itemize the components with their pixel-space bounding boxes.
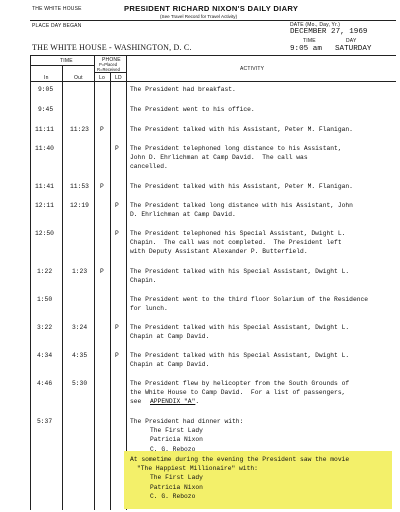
activity-text: The President telephoned his Special Assistant, Dwight L. Chapin. The call was not completed. The President left with Deputy Assistant Alexander P. Butterfield. (130, 230, 346, 256)
time-out: 1:23 (72, 268, 88, 275)
col-lo: Lo (99, 75, 105, 81)
time-in: 12:50 (35, 230, 54, 237)
phone-ld: P (115, 230, 119, 237)
dinner-guest: Patricia Nixon (150, 436, 203, 444)
phone-lo: P (100, 183, 104, 190)
time-in: 9:45 (38, 106, 54, 113)
diary-subtitle: (See Travel Record for Travel Activity) (160, 14, 238, 19)
activity-text: The President had breakfast. (130, 86, 236, 93)
time-in: 1:50 (37, 296, 53, 303)
phone-ld: P (115, 202, 119, 209)
activity-text: The President telephoned long distance to his Assistant, John D. Ehrlichman at Camp David. The call was cancelled. (130, 145, 342, 171)
col-ld: LD (115, 75, 122, 81)
col-phone-sub1: P=Placed (99, 62, 118, 67)
time-in: 11:41 (35, 183, 54, 190)
dinner-guest: The First Lady (150, 427, 203, 435)
movie-line2: "The Happiest Millionaire" with: (137, 465, 258, 473)
time-out: 11:53 (70, 183, 89, 190)
date-label: DATE (Mo., Day, Yr.) (290, 22, 341, 28)
time-in: 9:05 (38, 86, 54, 93)
activity-text: The President talked with his Assistant, Peter M. Flanigan. (130, 183, 353, 190)
place-label: PLACE DAY BEGAN (32, 23, 82, 29)
house-label: THE WHITE HOUSE (32, 6, 82, 12)
activity-text: The President had dinner with: (130, 418, 244, 425)
time-out: 11:23 (70, 126, 89, 133)
time-out: 5:30 (72, 380, 88, 387)
phone-lo: P (100, 126, 104, 133)
col-phone-sub2: R=Received (97, 67, 120, 72)
time-out: 12:19 (70, 202, 89, 209)
phone-ld: P (115, 324, 119, 331)
col-out: Out (74, 75, 83, 81)
time-out: 4:35 (72, 352, 88, 359)
time-in: 4:34 (37, 352, 53, 359)
time-in: 1:22 (37, 268, 53, 275)
diary-title: PRESIDENT RICHARD NIXON'S DAILY DIARY (124, 4, 299, 13)
dinner-guest: C. G. Rebozo (150, 445, 196, 453)
activity-text: The President talked with his Special Assistant, Dwight L. Chapin. (130, 268, 350, 285)
col-time: TIME (60, 58, 73, 64)
activity-text: The President went to his office. (130, 106, 255, 113)
time-in: 5:37 (37, 418, 53, 425)
phone-lo: P (100, 268, 104, 275)
time-in: 4:46 (37, 380, 53, 387)
activity-text: The President talked with his Special Assistant, Dwight L. Chapin at Camp David. (130, 352, 350, 369)
movie-guest: Patricia Nixon (150, 483, 203, 491)
time-label: TIME (303, 38, 316, 44)
appendix-line (150, 397, 199, 406)
place-value: THE WHITE HOUSE - WASHINGTON, D. C. (32, 43, 192, 52)
activity-text: The President flew by helicopter from the South Grounds of the White House to Camp David. For a list of passengers, see (130, 380, 350, 406)
day-value: SATURDAY (335, 45, 372, 53)
phone-ld: P (115, 145, 119, 152)
movie-guest: C. G. Rebozo (150, 492, 196, 500)
activity-text: The President talked long distance with his Assistant, John D. Ehrlichman at Camp David. (130, 202, 353, 219)
appendix-suffix: . (195, 398, 200, 406)
time-in: 3:22 (37, 324, 53, 331)
date-value: DECEMBER 27, 1969 (290, 28, 368, 36)
time-value: 9:05 am (290, 45, 322, 53)
day-label: DAY (346, 38, 357, 44)
movie-guest: The First Lady (150, 474, 203, 482)
time-out: 3:24 (72, 324, 88, 331)
movie-line1: At sometime during the evening the President saw the movie (130, 456, 350, 463)
activity-text: The President talked with his Assistant, Peter M. Flanigan. (130, 126, 353, 133)
phone-ld: P (115, 352, 119, 359)
time-in: 11:40 (35, 145, 54, 152)
time-in: 12:11 (35, 202, 54, 209)
activity-text: The President went to the third floor Solarium of the Residence for lunch. (130, 296, 369, 313)
col-activity: ACTIVITY (240, 66, 265, 72)
col-in: In (44, 75, 49, 81)
time-in: 11:11 (35, 126, 54, 133)
col-phone: PHONE (102, 57, 121, 63)
activity-text: The President talked with his Special Assistant, Dwight L. Chapin at Camp David. (130, 324, 350, 341)
appendix-link[interactable]: APPENDIX "A" (150, 398, 196, 406)
